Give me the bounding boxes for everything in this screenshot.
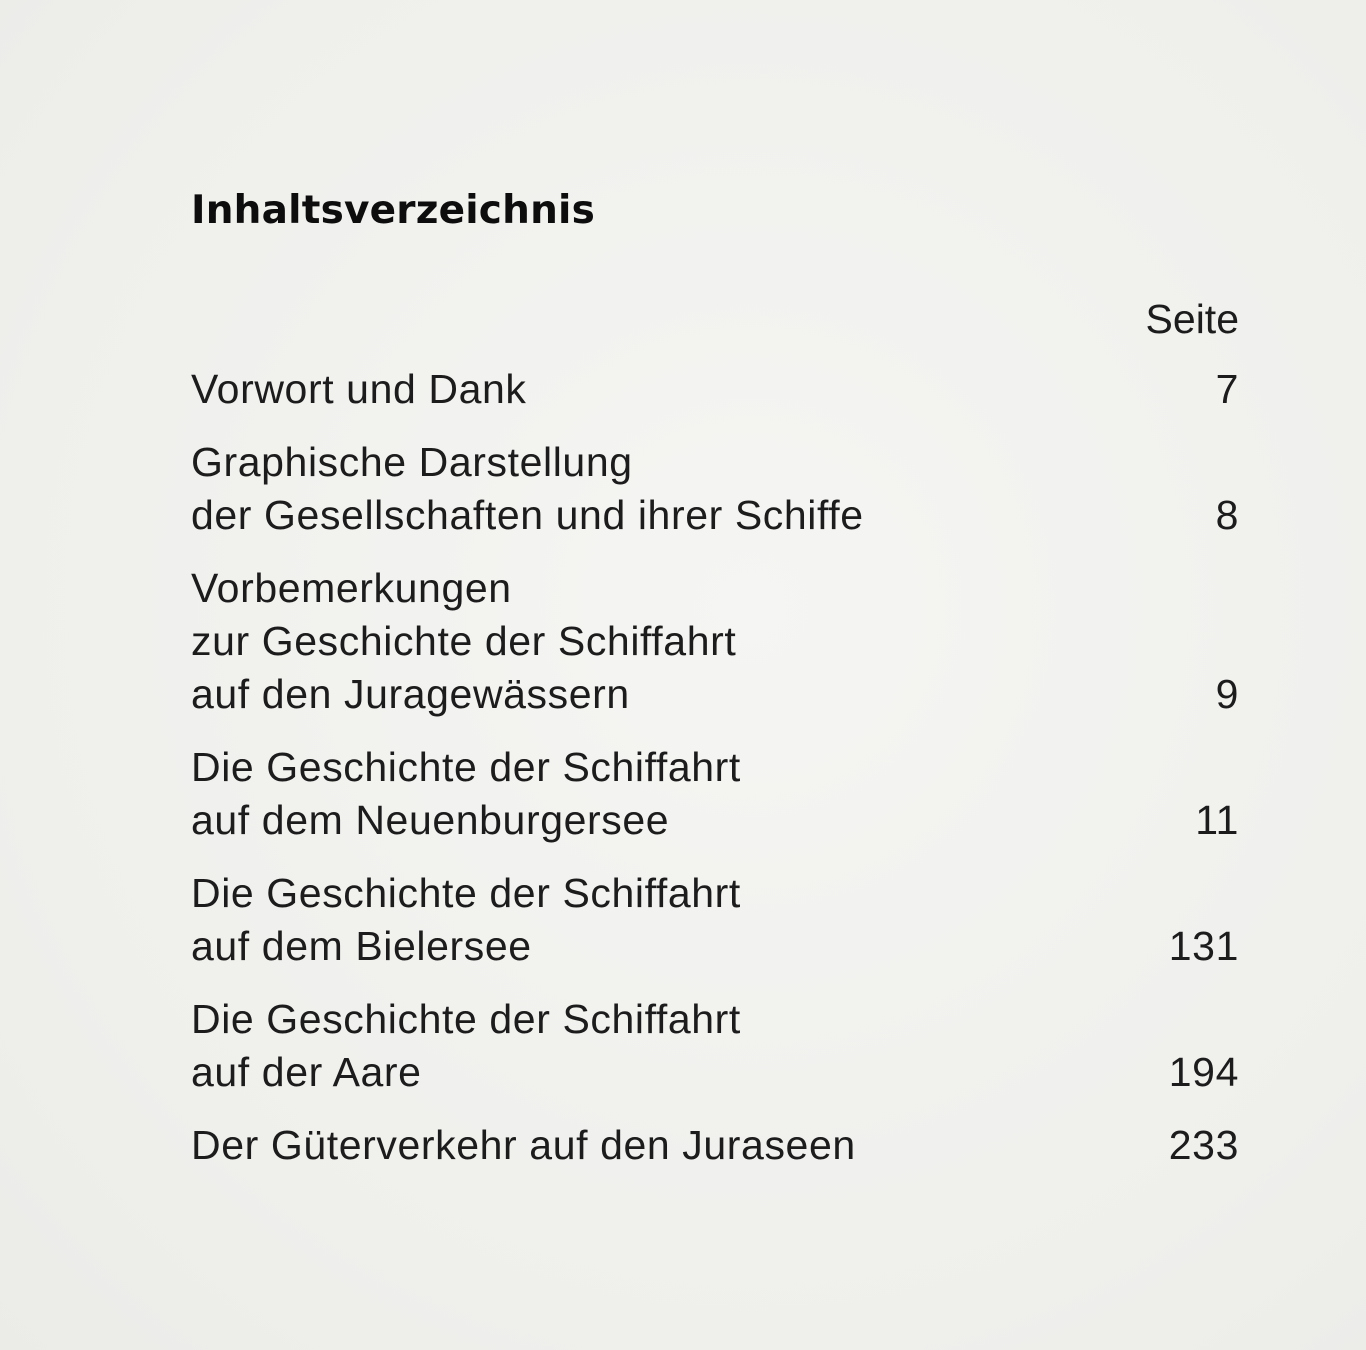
toc-entry-line: zur Geschichte der Schiffahrt	[191, 618, 737, 664]
toc-entry-line: auf dem Neuenburgersee	[191, 797, 670, 843]
page-title: Inhaltsverzeichnis	[191, 188, 596, 233]
toc-entry	[191, 562, 1239, 721]
toc-entry-line: Die Geschichte der Schiffahrt	[191, 870, 741, 916]
toc-entry-line: Vorwort und Dank	[191, 366, 527, 412]
toc-entry-title	[191, 867, 741, 973]
toc-entry-line: Vorbemerkungen	[191, 565, 512, 611]
toc-entry-line: Der Güterverkehr auf den Juraseen	[191, 1122, 856, 1168]
toc-page-number: 8	[1215, 492, 1239, 538]
toc-page-number: 131	[1168, 923, 1239, 969]
toc-page-number: 9	[1215, 671, 1239, 717]
toc-entry	[191, 993, 1239, 1099]
toc-entry-line: auf dem Bielersee	[191, 923, 532, 969]
toc-page-number: 11	[1195, 797, 1239, 843]
toc-entry-line: auf der Aare	[191, 1049, 422, 1095]
toc-entry	[191, 741, 1239, 847]
toc-entry-title	[191, 1119, 856, 1172]
toc-entry-title	[191, 436, 864, 542]
toc-entry-title	[191, 993, 741, 1099]
toc-entry-title	[191, 562, 736, 721]
toc-entry	[191, 363, 1239, 416]
table-of-contents	[191, 363, 1239, 1192]
toc-entry	[191, 1119, 1239, 1172]
toc-entry-title	[191, 363, 527, 416]
toc-entry	[191, 436, 1239, 542]
toc-page-number: 233	[1168, 1122, 1239, 1168]
toc-entry-line: der Gesellschaften und ihrer Schiffe	[191, 492, 864, 538]
toc-entry-line: Graphische Darstellung	[191, 439, 633, 485]
page-column-header: Seite	[1145, 296, 1239, 342]
toc-page-number: 7	[1215, 366, 1239, 412]
toc-entry-line: auf den Juragewässern	[191, 671, 630, 717]
toc-entry-title	[191, 741, 741, 847]
toc-entry	[191, 867, 1239, 973]
toc-page-number: 194	[1168, 1049, 1239, 1095]
toc-entry-line: Die Geschichte der Schiffahrt	[191, 996, 741, 1042]
toc-entry-line: Die Geschichte der Schiffahrt	[191, 744, 741, 790]
